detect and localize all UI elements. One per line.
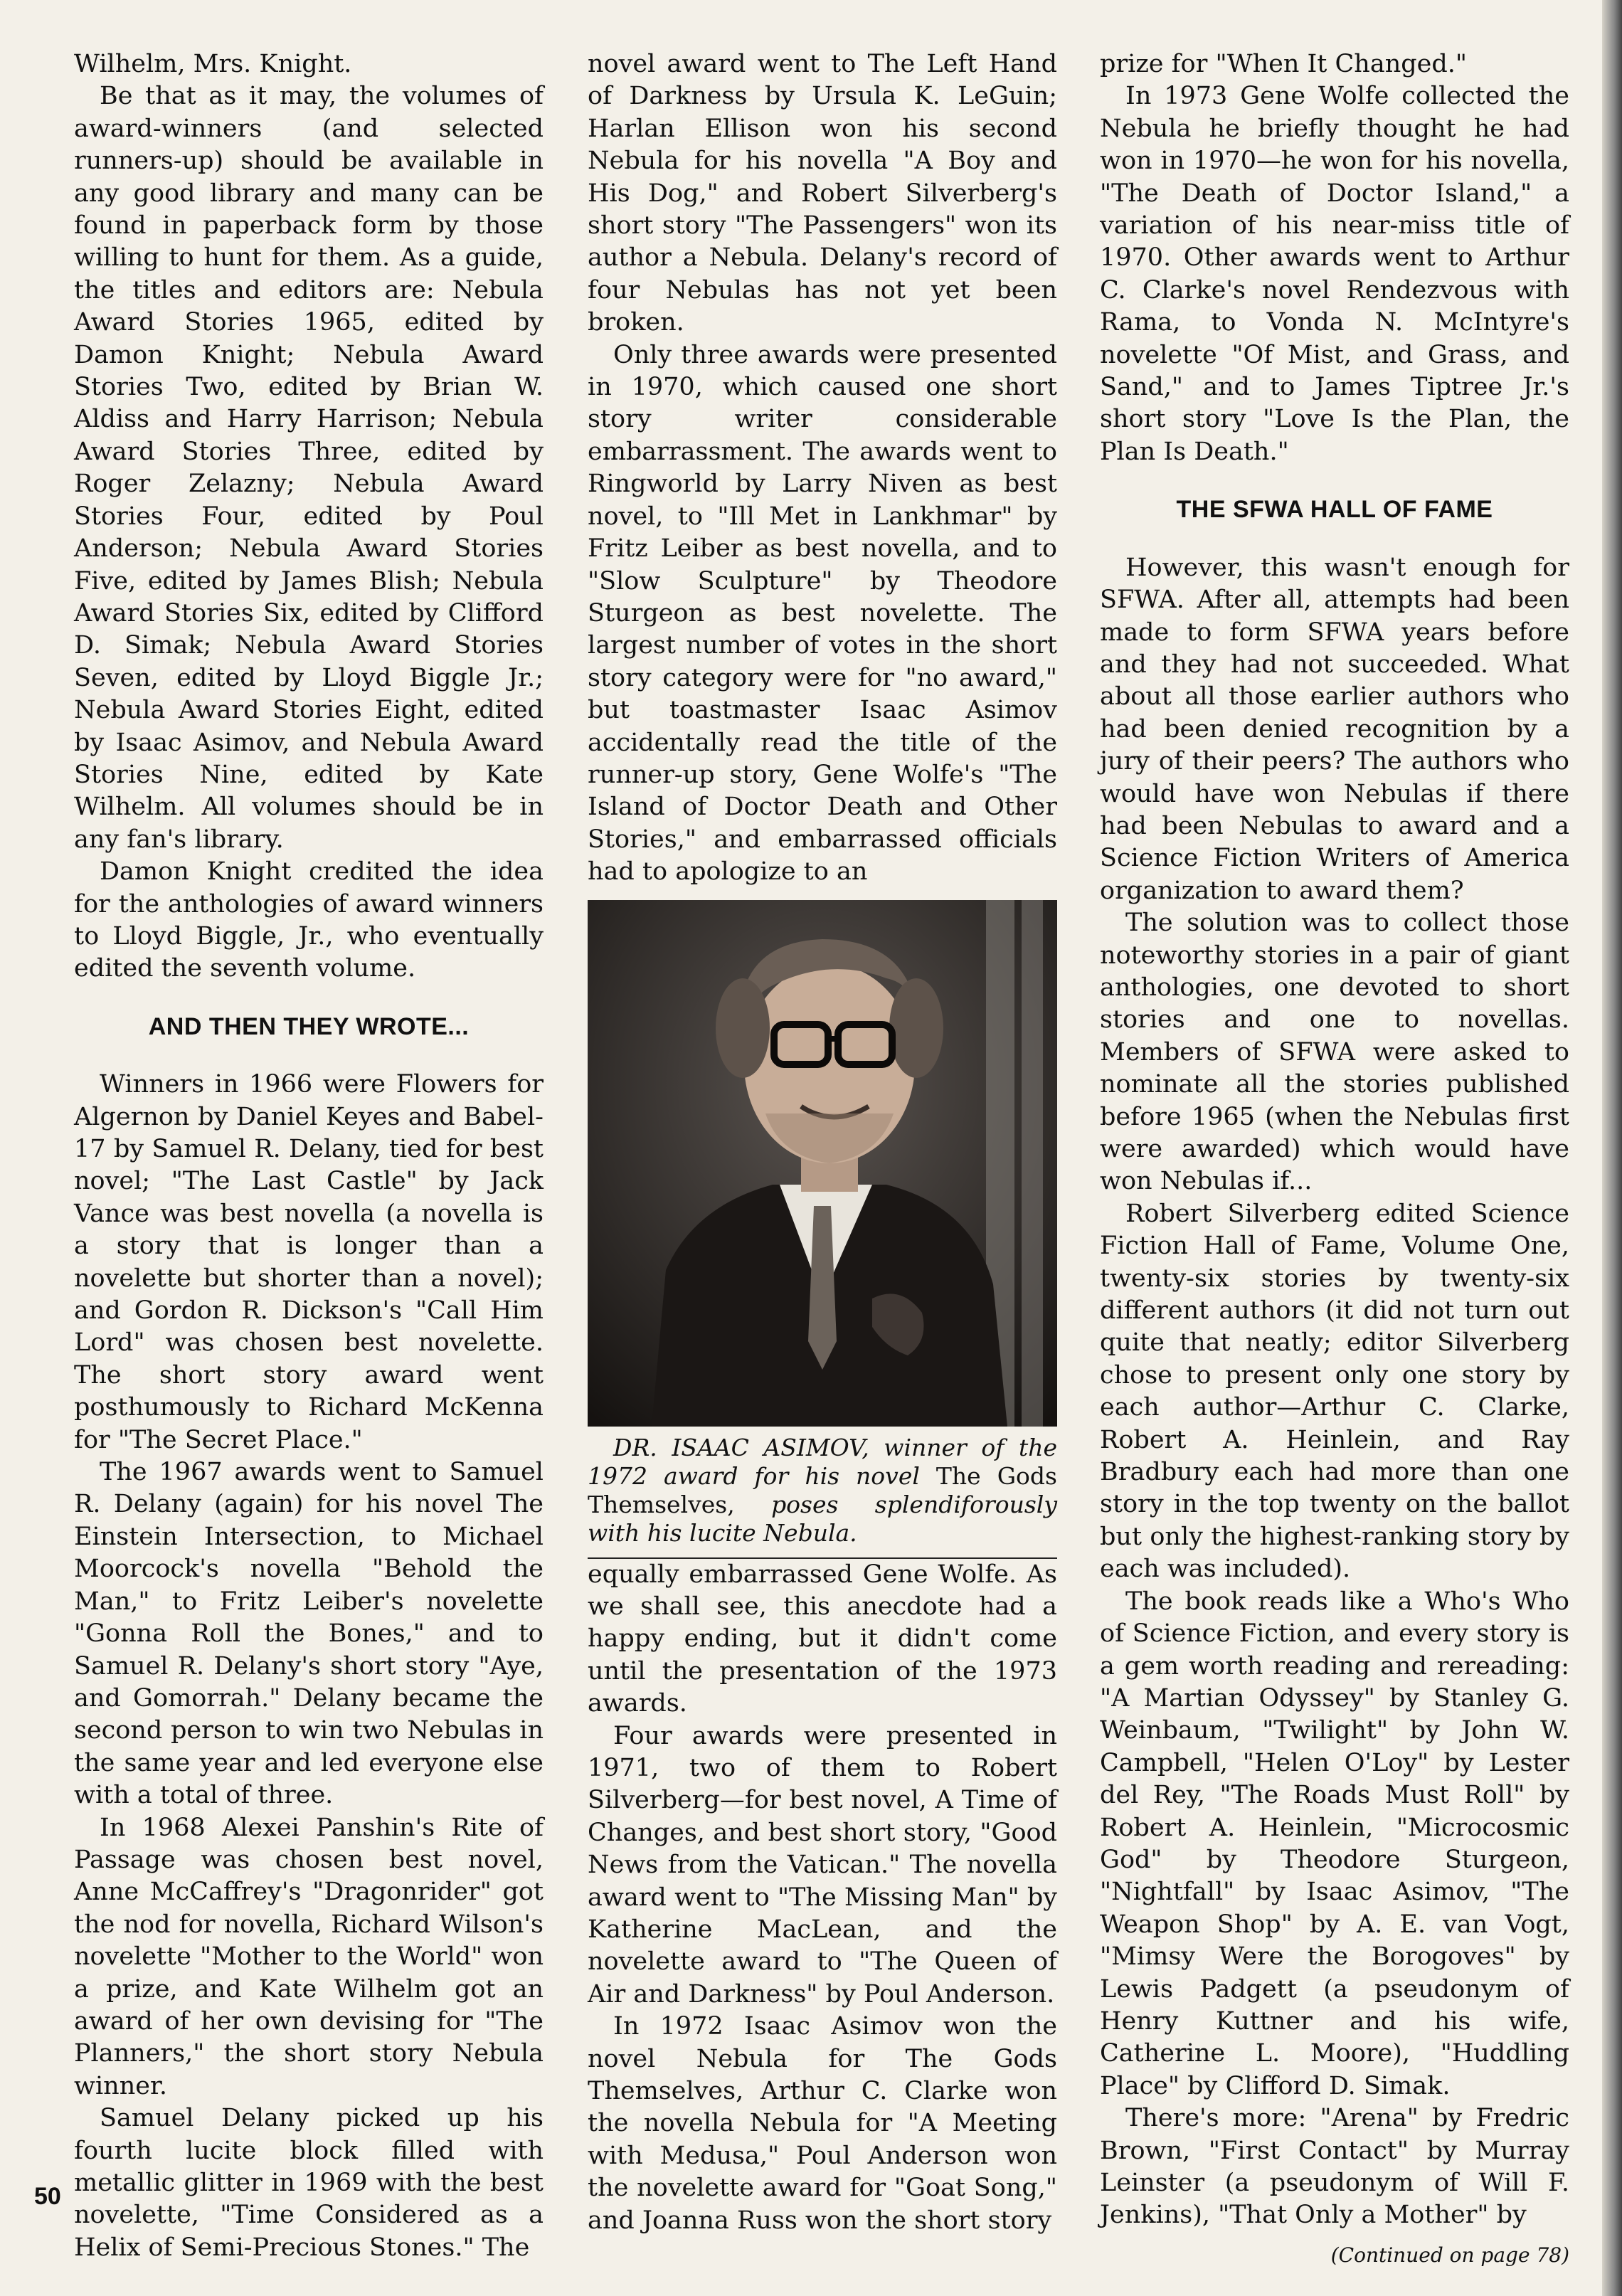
section-heading: AND THEN THEY WROTE...	[148, 1012, 470, 1040]
page-edge-shadow	[1602, 0, 1622, 2296]
paragraph: Winners in 1966 were Flowers for Algernon by Daniel Keyes and Babel-17 by Samuel R. Delany, tied for best novel; "The Last Castle" by Jack Vance was best novella (a novella is a story that is longer than a novelette but shorter than a novel); and Gordon R. Dickson's "Call Him Lord" was chosen best novelette. The short story award went posthumously to Richard McKenna for "The Secret Place."	[74, 1070, 544, 1454]
paragraph: Be that as it may, the volumes of award-winners (and selected runners-up) should be available in any good library and many can be found in paperback form by those willing to hunt for them. As a guide, the titles and editors are: Nebula Award Stories 1965, edited by Damon Knight; Nebula Award Stories Two, edited by Brian W. Aldiss and Harry Harrison; Nebula Award Stories Three, edited by Roger Zelazny; Nebula Award Stories Four, edited by Poul Anderson; Nebula Award Stories Five, edited by James Blish; Nebula Award Stories Six, edited by Clifford D. Simak; Nebula Award Stories Seven, edited by Lloyd Biggle Jr.; Nebula Award Stories Eight, edited by Isaac Asimov, and Nebula Award Stories Nine, edited by Kate Wilhelm. All volumes should be in any fan's library.	[74, 82, 544, 854]
paragraph: The book reads like a Who's Who of Science Fiction, and every story is a gem worth reading and rereading: "A Martian Odyssey" by Stanley G. Weinbaum, "Twilight" by John W. Campbell, "Helen O'Loy" by Lester del Rey, "The Roads Must Roll" by Robert A. Heinlein, "Microcosmic God" by Theodore Sturgeon, "Nightfall" by Isaac Asimov, "The Weapon Shop" by A. E. van Vogt, "Mimsy Were the Borogoves" by Lewis Padgett (a pseudonym of Henry Kuttner and his wife, Catherine L. Moore), "Huddling Place" by Clifford D. Simak.	[1100, 1587, 1569, 2100]
paragraph: novel award went to The Left Hand of Darkness by Ursula K. LeGuin; Harlan Ellison won his second Nebula for his novella "A Boy and His Dog," and Robert Silverberg's short story "The Passengers" won its author a Nebula. Delany's record of four Nebulas has not yet been broken.	[588, 50, 1057, 337]
portrait-illustration	[588, 900, 1057, 1427]
paragraph: Samuel Delany picked up his fourth lucite block filled with metallic glitter in 1969 with the best novelette, "Time Considered as a Helix of Semi-Precious Stones." The	[74, 2104, 544, 2262]
page-number: 50	[34, 2183, 61, 2210]
asimov-photo	[588, 900, 1057, 1427]
paragraph: Wilhelm, Mrs. Knight.	[74, 50, 352, 78]
column-3	[1100, 48, 1569, 2271]
paragraph: In 1968 Alexei Panshin's Rite of Passage was chosen best novel, Anne McCaffrey's "Dragonrider" got the nod for novella, Richard Wilson's novelette "Mother to the World" won a prize, and Kate Wilhelm got an award of her own devising for "The Planners," the short story Nebula winner.	[74, 1813, 544, 2100]
paragraph: In 1972 Isaac Asimov won the novel Nebula for The Gods Themselves, Arthur C. Clarke won the novella Nebula for "A Meeting with Medusa," Poul Anderson won the novelette award for "Goat Song," and Joanna Russ won the short story	[588, 2012, 1057, 2235]
caption-text: poses splendiforously with his lucite Nebula.	[588, 1490, 1057, 1547]
column-1	[74, 48, 544, 2264]
column-2	[588, 48, 1057, 2237]
caption-book-title: The Gods Themselves,	[588, 1461, 1057, 1518]
paragraph: The solution was to collect those noteworthy stories in a pair of giant anthologies, one devoted to short stories and one to novellas. Members of SFWA were asked to nominate all the stories published before 1965 (when the Nebulas first were awarded) which would have won Nebulas if...	[1100, 909, 1569, 1196]
paragraph: Four awards were presented in 1971, two of them to Robert Silverberg—for best novel, A Time of Changes, and best short story, "Good News from the Vatican." The novella award went to "The Missing Man" by Katherine MacLean, and the novelette award to "The Queen of Air and Darkness" by Poul Anderson.	[588, 1721, 1057, 2009]
paragraph: The 1967 awards went to Samuel R. Delany (again) for his novel The Einstein Intersection, to Michael Moorcock's novella "Behold the Man," to Fritz Leiber's novelette "Gonna Roll the Bones," and to Samuel R. Delany's short story "Aye, and Gomorrah." Delany became the second person to win two Nebulas in the same year and led everyone else with a total of three.	[74, 1458, 544, 1810]
section-heading: THE SFWA HALL OF FAME	[1176, 496, 1493, 524]
paragraph: There's more: "Arena" by Fredric Brown, "First Contact" by Murray Leinster (a pseudonym of Will F. Jenkins), "That Only a Mother" by	[1100, 2104, 1569, 2230]
paragraph: equally embarrassed Gene Wolfe. As we shall see, this anecdote had a happy ending, but it didn't come until the presentation of the 1973 awards.	[588, 1560, 1057, 1718]
paragraph: Damon Knight credited the idea for the anthologies of award winners to Lloyd Biggle, Jr., who eventually edited the seventh volume.	[74, 857, 544, 983]
paragraph: Only three awards were presented in 1970, which caused one short story writer considerable embarrassment. The awards went to Ringworld by Larry Niven as best novel, to "Ill Met in Lankhmar" by Fritz Leiber as best novella, and to "Slow Sculpture" by Theodore Sturgeon as best novelette. The largest number of votes in the short story category were for "no award," but toastmaster Isaac Asimov accidentally read the title of the runner-up story, Gene Wolfe's "The Island of Doctor Death and Other Stories," and embarrassed officials had to apologize to an	[588, 340, 1057, 887]
paragraph: However, this wasn't enough for SFWA. After all, attempts had been made to form SFWA years before and they had not succeeded. What about all those earlier authors who had been denied recognition by a jury of their peers? The authors who would have won Nebulas if there had been Nebulas to award and a Science Fiction Writers of America organization to award them?	[1100, 553, 1569, 905]
paragraph: Robert Silverberg edited Science Fiction Hall of Fame, Volume One, twenty-six stories by twenty-six different authors (it did not turn out quite that neatly; editor Silverberg chose to present only one story by each author—Arthur C. Clarke, Robert A. Heinlein, and Ray Bradbury each had more than one story in the top twenty on the ballot but only the highest-ranking story by each was included).	[1100, 1199, 1569, 1584]
photo-caption	[588, 1434, 1057, 1559]
caption-text: DR. ISAAC ASIMOV, winner of the 1972 award for his novel	[588, 1433, 1057, 1490]
paragraph: In 1973 Gene Wolfe collected the Nebula he briefly thought he had won in 1970—he won for his novella, "The Death of Doctor Island," a variation of his near-miss title of 1970. Other awards went to Arthur C. Clarke's novel Rendezvous with Rama, to Vonda N. McIntyre's novelette "Of Mist, and Grass, and Sand," and to James Tiptree Jr.'s short story "Love Is the Plan, the Plan Is Death."	[1100, 82, 1569, 466]
paragraph: prize for "When It Changed."	[1100, 50, 1467, 78]
continued-note: (Continued on page 78)	[1330, 2243, 1569, 2267]
